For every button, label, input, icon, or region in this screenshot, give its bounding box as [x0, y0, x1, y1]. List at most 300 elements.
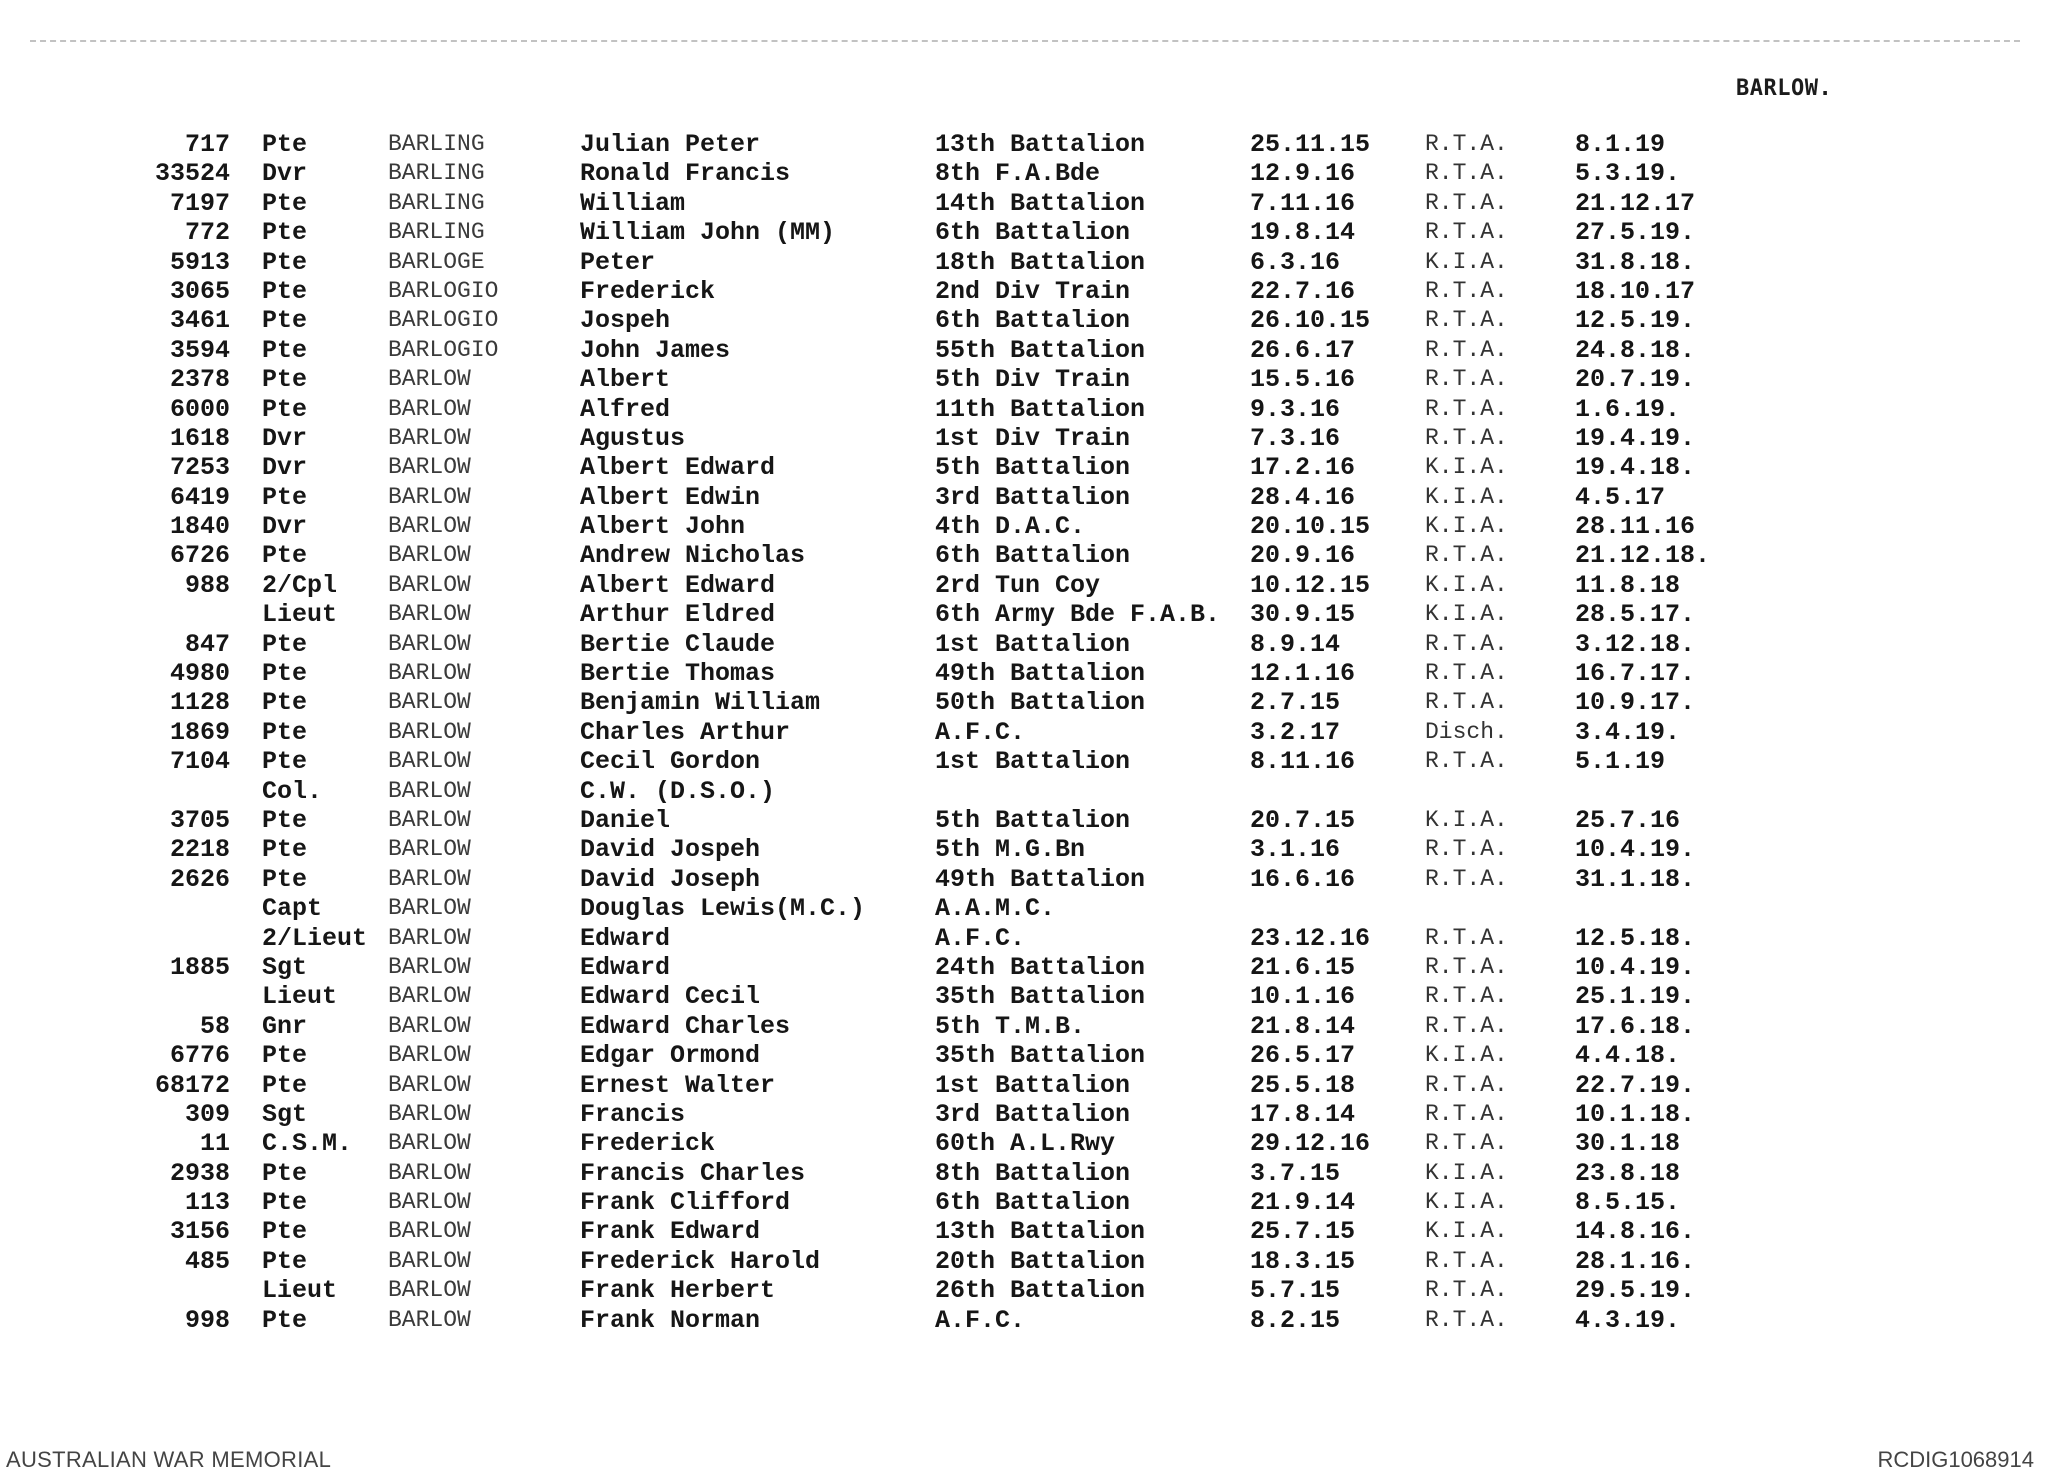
unit: 1st Battalion [935, 629, 1131, 659]
fate-date: 28.1.16. [1575, 1246, 1696, 1276]
service-number: 3461 [169, 306, 230, 336]
unit: 49th Battalion [935, 864, 1146, 894]
fate-date: 4.5.17 [1575, 482, 1666, 512]
enlistment-date: 3.2.17 [1250, 717, 1341, 747]
surname: BARLOW [388, 1247, 471, 1274]
fate: R.T.A. [1425, 983, 1508, 1010]
given-names: Albert Edward [580, 570, 776, 600]
rank: 2/Lieut [262, 923, 368, 953]
rank: Pte [262, 1158, 308, 1188]
rank: Pte [262, 659, 308, 689]
fate-date: 19.4.18. [1575, 453, 1696, 483]
rank: Pte [262, 541, 308, 571]
record-row [0, 1100, 2048, 1129]
enlistment-date: 26.10.15 [1250, 306, 1371, 336]
fate: K.I.A. [1425, 1189, 1508, 1216]
surname: BARLING [388, 189, 485, 216]
record-row [0, 1129, 2048, 1158]
record-row [0, 541, 2048, 570]
service-number: 4980 [169, 659, 230, 689]
given-names: Cecil Gordon [580, 747, 761, 777]
surname: BARLOW [388, 836, 471, 863]
service-number: 11 [199, 1129, 230, 1159]
given-names: Frederick Harold [580, 1246, 821, 1276]
given-names: Peter [580, 247, 656, 277]
rank: Pte [262, 629, 308, 659]
enlistment-date: 25.7.15 [1250, 1217, 1356, 1247]
service-number: 6000 [169, 394, 230, 424]
rank: Pte [262, 394, 308, 424]
given-names: Ronald Francis [580, 159, 791, 189]
enlistment-date: 21.9.14 [1250, 1188, 1356, 1218]
unit: 26th Battalion [935, 1276, 1146, 1306]
fate-date: 10.4.19. [1575, 835, 1696, 865]
fate: R.T.A. [1425, 395, 1508, 422]
enlistment-date: 19.8.14 [1250, 218, 1356, 248]
rank: Pte [262, 688, 308, 718]
unit: 20th Battalion [935, 1246, 1146, 1276]
service-number: 2626 [169, 864, 230, 894]
fate: K.I.A. [1425, 1042, 1508, 1069]
unit: 2nd Div Train [935, 276, 1131, 306]
unit: 50th Battalion [935, 688, 1146, 718]
rank: C.S.M. [262, 1129, 353, 1159]
rank: Pte [262, 306, 308, 336]
fate-date: 14.8.16. [1575, 1217, 1696, 1247]
surname: BARLOW [388, 924, 471, 951]
record-row [0, 718, 2048, 747]
fate: R.T.A. [1425, 219, 1508, 246]
service-number: 3594 [169, 335, 230, 365]
surname: BARLOW [388, 1130, 471, 1157]
surname: BARLOW [388, 601, 471, 628]
rank: Pte [262, 1305, 308, 1335]
unit: 3rd Battalion [935, 1099, 1131, 1129]
given-names: Edward [580, 923, 671, 953]
fate: R.T.A. [1425, 660, 1508, 687]
service-number: 7104 [169, 747, 230, 777]
unit: 1st Div Train [935, 423, 1131, 453]
service-number: 113 [184, 1188, 230, 1218]
fate-date: 25.1.19. [1575, 982, 1696, 1012]
fate-date: 24.8.18. [1575, 335, 1696, 365]
fate-date: 4.3.19. [1575, 1305, 1681, 1335]
rank: Sgt [262, 1099, 308, 1129]
unit: 1st Battalion [935, 1070, 1131, 1100]
unit: 24th Battalion [935, 952, 1146, 982]
fate: R.T.A. [1425, 1247, 1508, 1274]
rank: Pte [262, 482, 308, 512]
surname: BARLOW [388, 689, 471, 716]
fate: K.I.A. [1425, 1218, 1508, 1245]
surname: BARLOGIO [388, 307, 499, 334]
service-number: 772 [184, 218, 230, 248]
unit: 4th D.A.C. [935, 512, 1086, 542]
fate: R.T.A. [1425, 1071, 1508, 1098]
record-row [0, 982, 2048, 1011]
enlistment-date: 12.1.16 [1250, 659, 1356, 689]
given-names: Arthur Eldred [580, 600, 776, 630]
fate-date: 5.3.19. [1575, 159, 1681, 189]
unit: 55th Battalion [935, 335, 1146, 365]
given-names: Ernest Walter [580, 1070, 776, 1100]
surname: BARLOW [388, 865, 471, 892]
fate-date: 3.4.19. [1575, 717, 1681, 747]
record-row [0, 1306, 2048, 1335]
surname: BARLOW [388, 806, 471, 833]
surname: BARLOW [388, 366, 471, 393]
rank: Dvr [262, 512, 308, 542]
page-surname-heading: BARLOW. [1736, 76, 1833, 101]
given-names: Edgar Ormond [580, 1041, 761, 1071]
service-number: 7253 [169, 453, 230, 483]
rank: Dvr [262, 159, 308, 189]
rank: Pte [262, 276, 308, 306]
fate: R.T.A. [1425, 1306, 1508, 1333]
fate-date: 28.5.17. [1575, 600, 1696, 630]
enlistment-date: 20.7.15 [1250, 805, 1356, 835]
fate: R.T.A. [1425, 865, 1508, 892]
surname: BARLOW [388, 1100, 471, 1127]
unit: 11th Battalion [935, 394, 1146, 424]
enlistment-date: 25.11.15 [1250, 130, 1371, 159]
given-names: Frank Norman [580, 1305, 761, 1335]
given-names: Bertie Claude [580, 629, 776, 659]
enlistment-date: 21.8.14 [1250, 1011, 1356, 1041]
surname: BARLOW [388, 1159, 471, 1186]
fate: K.I.A. [1425, 483, 1508, 510]
service-number: 3065 [169, 276, 230, 306]
fate: R.T.A. [1425, 424, 1508, 451]
fate-date: 3.12.18. [1575, 629, 1696, 659]
given-names: Albert [580, 365, 671, 395]
given-names: David Jospeh [580, 835, 761, 865]
fate: R.T.A. [1425, 630, 1508, 657]
rank: Pte [262, 188, 308, 218]
service-number: 6726 [169, 541, 230, 571]
fate: R.T.A. [1425, 924, 1508, 951]
given-names: William John (MM) [580, 218, 836, 248]
enlistment-date: 25.5.18 [1250, 1070, 1356, 1100]
service-number: 6776 [169, 1041, 230, 1071]
fate: K.I.A. [1425, 571, 1508, 598]
service-number: 485 [184, 1246, 230, 1276]
fate: R.T.A. [1425, 277, 1508, 304]
enlistment-date: 22.7.16 [1250, 276, 1356, 306]
surname: BARLOW [388, 483, 471, 510]
rank: Pte [262, 365, 308, 395]
nominal-roll-table [0, 130, 2048, 1335]
service-number: 7197 [169, 188, 230, 218]
surname: BARLOGE [388, 248, 485, 275]
surname: BARLOW [388, 1189, 471, 1216]
record-row [0, 865, 2048, 894]
surname: BARLING [388, 160, 485, 187]
fate: R.T.A. [1425, 836, 1508, 863]
surname: BARLING [388, 219, 485, 246]
fate-date: 10.1.18. [1575, 1099, 1696, 1129]
enlistment-date: 16.6.16 [1250, 864, 1356, 894]
unit: 1st Battalion [935, 747, 1131, 777]
footer-institution: AUSTRALIAN WAR MEMORIAL [6, 1447, 332, 1472]
fate: R.T.A. [1425, 953, 1508, 980]
record-row [0, 835, 2048, 864]
surname: BARLOW [388, 777, 471, 804]
record-row [0, 924, 2048, 953]
rank: Gnr [262, 1011, 308, 1041]
enlistment-date: 9.3.16 [1250, 394, 1341, 424]
fate: K.I.A. [1425, 1159, 1508, 1186]
unit: 6th Battalion [935, 218, 1131, 248]
given-names: Frederick [580, 1129, 716, 1159]
record-row [0, 1071, 2048, 1100]
rank: Pte [262, 1188, 308, 1218]
surname: BARLOW [388, 513, 471, 540]
fate: R.T.A. [1425, 689, 1508, 716]
fate-date: 22.7.19. [1575, 1070, 1696, 1100]
fate: K.I.A. [1425, 513, 1508, 540]
fate: R.T.A. [1425, 307, 1508, 334]
record-row [0, 218, 2048, 247]
unit: 5th M.G.Bn [935, 835, 1086, 865]
rank: Pte [262, 247, 308, 277]
enlistment-date: 21.6.15 [1250, 952, 1356, 982]
service-number: 1618 [169, 423, 230, 453]
given-names: Benjamin William [580, 688, 821, 718]
rank: 2/Cpl [262, 570, 338, 600]
service-number: 3156 [169, 1217, 230, 1247]
unit: 35th Battalion [935, 982, 1146, 1012]
record-row [0, 159, 2048, 188]
fate: R.T.A. [1425, 1277, 1508, 1304]
record-row [0, 1041, 2048, 1070]
surname: BARLOW [388, 1218, 471, 1245]
fate-date: 31.8.18. [1575, 247, 1696, 277]
record-row [0, 248, 2048, 277]
enlistment-date: 26.5.17 [1250, 1041, 1356, 1071]
fate: K.I.A. [1425, 601, 1508, 628]
record-row [0, 571, 2048, 600]
service-number: 1128 [169, 688, 230, 718]
rank: Pte [262, 1246, 308, 1276]
fate: R.T.A. [1425, 160, 1508, 187]
fate-date: 11.8.18 [1575, 570, 1681, 600]
fate-date: 30.1.18 [1575, 1129, 1681, 1159]
unit: 5th Battalion [935, 805, 1131, 835]
rank: Lieut [262, 1276, 338, 1306]
unit: 60th A.L.Rwy [935, 1129, 1116, 1159]
surname: BARLOW [388, 1042, 471, 1069]
given-names: Frank Edward [580, 1217, 761, 1247]
given-names: Alfred [580, 394, 671, 424]
record-row [0, 1159, 2048, 1188]
service-number: 309 [184, 1099, 230, 1129]
surname: BARLOW [388, 630, 471, 657]
given-names: Julian Peter [580, 130, 761, 159]
fate-date: 12.5.18. [1575, 923, 1696, 953]
enlistment-date: 7.3.16 [1250, 423, 1341, 453]
record-row [0, 953, 2048, 982]
service-number: 2938 [169, 1158, 230, 1188]
record-row [0, 1012, 2048, 1041]
given-names: Edward Charles [580, 1011, 791, 1041]
given-names: Francis [580, 1099, 686, 1129]
enlistment-date: 26.6.17 [1250, 335, 1356, 365]
surname: BARLOW [388, 1277, 471, 1304]
unit: 49th Battalion [935, 659, 1146, 689]
fate: R.T.A. [1425, 1130, 1508, 1157]
fate: R.T.A. [1425, 748, 1508, 775]
service-number: 1840 [169, 512, 230, 542]
enlistment-date: 18.3.15 [1250, 1246, 1356, 1276]
rank: Pte [262, 1041, 308, 1071]
enlistment-date: 3.1.16 [1250, 835, 1341, 865]
fate-date: 27.5.19. [1575, 218, 1696, 248]
enlistment-date: 23.12.16 [1250, 923, 1371, 953]
enlistment-date: 2.7.15 [1250, 688, 1341, 718]
fate-date: 29.5.19. [1575, 1276, 1696, 1306]
service-number: 847 [184, 629, 230, 659]
fate: R.T.A. [1425, 1100, 1508, 1127]
given-names: Bertie Thomas [580, 659, 776, 689]
service-number: 2378 [169, 365, 230, 395]
given-names: Jospeh [580, 306, 671, 336]
given-names: John James [580, 335, 731, 365]
service-number: 3705 [169, 805, 230, 835]
given-names: Frank Herbert [580, 1276, 776, 1306]
surname: BARLOW [388, 424, 471, 451]
record-row [0, 277, 2048, 306]
enlistment-date: 8.11.16 [1250, 747, 1356, 777]
fate-date: 8.5.15. [1575, 1188, 1681, 1218]
fate: R.T.A. [1425, 542, 1508, 569]
fate-date: 17.6.18. [1575, 1011, 1696, 1041]
surname: BARLOW [388, 1012, 471, 1039]
record-row [0, 336, 2048, 365]
surname: BARLOW [388, 571, 471, 598]
service-number: 988 [184, 570, 230, 600]
given-names: Douglas Lewis(M.C.) [580, 894, 866, 924]
surname: BARLOW [388, 748, 471, 775]
given-names: Andrew Nicholas [580, 541, 806, 571]
surname: BARLOW [388, 1306, 471, 1333]
enlistment-date: 30.9.15 [1250, 600, 1356, 630]
footer-record-id: RCDIG1068914 [1877, 1447, 2034, 1472]
record-row [0, 806, 2048, 835]
fate-date: 18.10.17 [1575, 276, 1696, 306]
given-names: Frederick [580, 276, 716, 306]
unit: 6th Battalion [935, 1188, 1131, 1218]
service-number: 1885 [169, 952, 230, 982]
record-row [0, 1188, 2048, 1217]
enlistment-date: 10.1.16 [1250, 982, 1356, 1012]
rank: Pte [262, 130, 308, 159]
record-row [0, 659, 2048, 688]
enlistment-date: 6.3.16 [1250, 247, 1341, 277]
given-names: Edward [580, 952, 671, 982]
surname: BARLOW [388, 953, 471, 980]
given-names: Francis Charles [580, 1158, 806, 1188]
record-row [0, 894, 2048, 923]
rank: Pte [262, 218, 308, 248]
fate: K.I.A. [1425, 454, 1508, 481]
unit: 6th Army Bde F.A.B. [935, 600, 1221, 630]
fate: Disch. [1425, 718, 1508, 745]
fate-date: 19.4.19. [1575, 423, 1696, 453]
rank: Capt [262, 894, 323, 924]
enlistment-date: 20.9.16 [1250, 541, 1356, 571]
given-names: Charles Arthur [580, 717, 791, 747]
surname: BARLOW [388, 895, 471, 922]
record-row [0, 600, 2048, 629]
enlistment-date: 5.7.15 [1250, 1276, 1341, 1306]
unit: 13th Battalion [935, 130, 1146, 159]
top-divider [30, 40, 2020, 42]
fate-date: 4.4.18. [1575, 1041, 1681, 1071]
unit: A.F.C. [935, 923, 1026, 953]
record-row [0, 424, 2048, 453]
enlistment-date: 3.7.15 [1250, 1158, 1341, 1188]
unit: 2rd Tun Coy [935, 570, 1101, 600]
enlistment-date: 8.2.15 [1250, 1305, 1341, 1335]
service-number: 2218 [169, 835, 230, 865]
enlistment-date: 15.5.16 [1250, 365, 1356, 395]
fate-date: 10.4.19. [1575, 952, 1696, 982]
unit: 8th F.A.Bde [935, 159, 1101, 189]
fate: R.T.A. [1425, 189, 1508, 216]
fate-date: 21.12.18. [1575, 541, 1711, 571]
unit: 6th Battalion [935, 541, 1131, 571]
rank: Lieut [262, 982, 338, 1012]
record-row [0, 512, 2048, 541]
service-number: 6419 [169, 482, 230, 512]
enlistment-date: 28.4.16 [1250, 482, 1356, 512]
fate: R.T.A. [1425, 131, 1508, 157]
record-row [0, 747, 2048, 776]
enlistment-date: 7.11.16 [1250, 188, 1356, 218]
record-row [0, 688, 2048, 717]
record-row [0, 1217, 2048, 1246]
rank: Pte [262, 805, 308, 835]
rank: Pte [262, 1217, 308, 1247]
rank: Pte [262, 717, 308, 747]
fate-date: 25.7.16 [1575, 805, 1681, 835]
service-number: 58 [199, 1011, 230, 1041]
rank: Col. [262, 776, 323, 806]
record-row [0, 306, 2048, 335]
fate-date: 20.7.19. [1575, 365, 1696, 395]
record-row [0, 777, 2048, 806]
given-names: C.W. (D.S.O.) [580, 776, 776, 806]
fate-date: 8.1.19 [1575, 130, 1666, 159]
service-number: 1869 [169, 717, 230, 747]
enlistment-date: 17.2.16 [1250, 453, 1356, 483]
unit: 5th Battalion [935, 453, 1131, 483]
fate: R.T.A. [1425, 336, 1508, 363]
surname: BARLOW [388, 660, 471, 687]
record-row [0, 189, 2048, 218]
fate-date: 23.8.18 [1575, 1158, 1681, 1188]
enlistment-date: 10.12.15 [1250, 570, 1371, 600]
record-row [0, 1276, 2048, 1305]
fate-date: 28.11.16 [1575, 512, 1696, 542]
fate: K.I.A. [1425, 806, 1508, 833]
rank: Dvr [262, 423, 308, 453]
fate: K.I.A. [1425, 248, 1508, 275]
rank: Dvr [262, 453, 308, 483]
given-names: Albert Edwin [580, 482, 761, 512]
enlistment-date: 12.9.16 [1250, 159, 1356, 189]
